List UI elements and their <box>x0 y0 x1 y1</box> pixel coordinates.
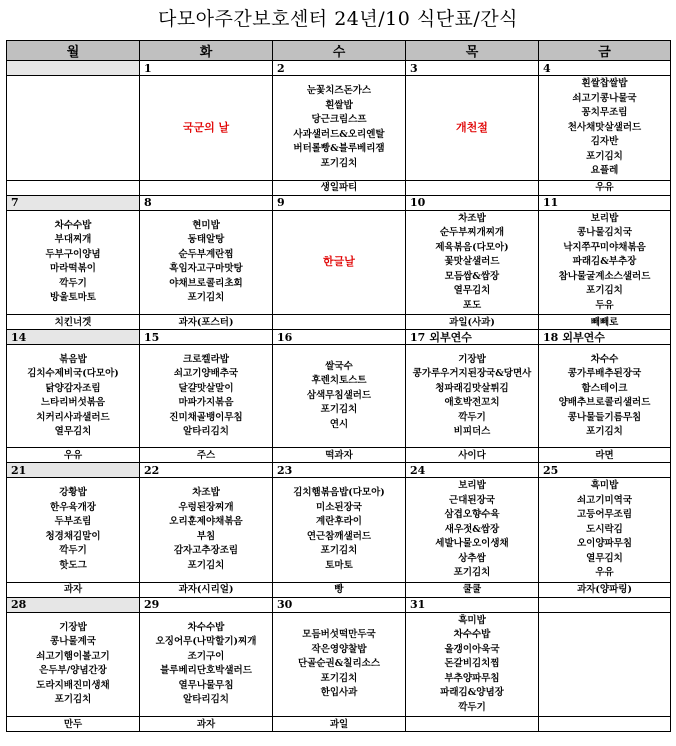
menu-item: 근대된장국 <box>449 494 495 506</box>
menu-item: 포기김치 <box>320 404 358 416</box>
date-cell <box>406 195 539 210</box>
date-number: 29 <box>144 598 160 611</box>
menu-item: 상추쌈 <box>458 552 486 564</box>
snack-cell <box>539 717 671 732</box>
snack-cell: 빼빼로 <box>539 315 671 330</box>
menu-cell <box>7 612 140 717</box>
menu-item: 삼겹오향수육 <box>444 509 500 520</box>
snack-row <box>7 448 671 463</box>
page-title: 다모아주간보호센터 24년/10 식단표/간식 <box>157 8 519 30</box>
snack-row <box>7 180 671 195</box>
meal-calendar-table <box>6 40 671 732</box>
menu-item: 쇠고기콩나물국 <box>572 92 637 104</box>
menu-item: 올갱이아욱국 <box>444 643 500 655</box>
date-number: 24 <box>410 463 426 477</box>
menu-item: 토마토 <box>325 559 353 571</box>
menu-item: 포기김치 <box>586 150 623 162</box>
snack-cell <box>140 180 273 195</box>
menu-item: 후렌치토스트 <box>311 375 367 387</box>
menu-item: 열무나물무침 <box>178 679 234 691</box>
menu-item: 사과샐러드&오리엔탈 <box>293 128 385 140</box>
date-cell <box>140 463 273 478</box>
date-cell <box>273 61 406 76</box>
menu-item: 부대찌개 <box>54 234 92 246</box>
menu-cell <box>273 76 406 181</box>
menu-item: 우렁된장찌개 <box>178 501 234 513</box>
menu-item: 열무김치 <box>54 426 92 437</box>
menu-cell <box>539 612 671 717</box>
menu-item: 쇠고기양배추국 <box>173 368 239 379</box>
menu-cell <box>140 345 273 448</box>
menu-cell <box>140 612 273 717</box>
date-cell <box>406 597 539 612</box>
date-cell <box>539 61 671 76</box>
menu-item: 보리밥 <box>458 480 486 491</box>
date-row <box>7 597 671 612</box>
menu-item: 꽁치무조림 <box>581 107 628 118</box>
menu-item: 파래김&양념장 <box>440 687 504 698</box>
menu-item: 작은영양찰밥 <box>311 643 367 655</box>
menu-item: 눈꽃치즈돈가스 <box>306 85 372 97</box>
date-row <box>7 61 671 76</box>
menu-item: 포기김치 <box>320 545 358 557</box>
menu-item: 블루베리단호박샐러드 <box>160 665 252 677</box>
date-number: 18 <box>543 330 559 344</box>
date-number: 7 <box>11 196 19 209</box>
menu-item: 볶음밥 <box>59 353 87 365</box>
menu-item: 방울토마토 <box>50 292 96 304</box>
menu-item: 핫도그 <box>59 559 87 571</box>
date-number: 17 <box>410 330 426 344</box>
snack-cell: 떡과자 <box>273 448 406 463</box>
menu-item: 한입사과 <box>320 687 358 698</box>
snack-cell: 과자(시리얼) <box>140 582 273 597</box>
date-cell <box>7 195 140 210</box>
menu-item: 두부구이양념 <box>45 248 101 260</box>
menu-item: 콩가루우거지된장국&당면사 <box>412 368 532 379</box>
menu-item: 야채브로콜리초회 <box>169 277 243 289</box>
menu-item: 포기김치 <box>54 694 92 706</box>
menu-item: 포도 <box>462 299 482 311</box>
snack-cell: 과자 <box>140 717 273 732</box>
menu-row <box>7 210 671 315</box>
menu-item: 쌀국수 <box>325 360 353 372</box>
date-number: 1 <box>144 61 152 75</box>
menu-item: 계란후라이 <box>316 516 362 528</box>
date-number: 28 <box>11 598 27 611</box>
menu-cell <box>273 478 406 583</box>
menu-item: 콩가루배추된장국 <box>567 368 642 379</box>
date-cell <box>7 463 140 478</box>
menu-item: 포기김치 <box>320 157 358 169</box>
date-note: 외부연수 <box>429 330 472 344</box>
menu-item: 비피더스 <box>453 426 491 437</box>
date-cell <box>140 195 273 210</box>
menu-item: 포기김치 <box>586 426 623 437</box>
date-cell <box>273 195 406 210</box>
menu-item: 청경채김말이 <box>45 530 101 542</box>
date-number: 3 <box>410 61 418 75</box>
menu-item: 마라떡볶이 <box>50 263 96 275</box>
menu-item: 오이양파무침 <box>576 538 633 549</box>
menu-item: 부추양파무침 <box>444 672 500 684</box>
menu-item: 우유 <box>595 567 614 578</box>
menu-item: 낙지쭈꾸미야채볶음 <box>563 241 646 253</box>
menu-item: 두유 <box>595 299 614 311</box>
date-cell <box>140 597 273 612</box>
weekday-header: 수 <box>273 41 406 61</box>
menu-item: 요플레 <box>590 165 619 176</box>
menu-cell <box>406 210 539 315</box>
menu-item: 진미채골뱅이무침 <box>169 411 243 423</box>
snack-cell: 우유 <box>7 448 140 463</box>
date-note: 외부연수 <box>562 330 605 344</box>
menu-item: 감자고추장조림 <box>173 545 239 557</box>
menu-item: 흰쌀밥 <box>325 99 353 111</box>
menu-item: 흑미밥 <box>590 480 619 491</box>
menu-item: 함스테이크 <box>581 382 628 394</box>
menu-item: 흰쌀찹쌀밥 <box>581 78 628 89</box>
weekday-header: 금 <box>539 41 671 61</box>
snack-cell: 주스 <box>140 448 273 463</box>
date-cell <box>7 597 140 612</box>
date-cell <box>539 330 671 345</box>
holiday-label: 국군의 날 <box>182 120 230 134</box>
holiday-cell <box>140 76 273 181</box>
date-cell <box>539 463 671 478</box>
menu-item: 차수수 <box>590 353 619 365</box>
menu-item: 한우육개장 <box>50 501 96 513</box>
date-number: 21 <box>11 463 27 477</box>
menu-item: 미소된장국 <box>316 501 362 513</box>
menu-item: 당근크림스프 <box>311 114 367 126</box>
menu-item: 쇠고기햄이볼고기 <box>36 650 110 662</box>
menu-item: 천사채맛살샐러드 <box>567 121 642 133</box>
menu-cell <box>7 210 140 315</box>
menu-item: 달걀맛살말이 <box>178 382 234 394</box>
menu-item: 모듬쌈&쌈장 <box>444 270 500 282</box>
menu-cell <box>7 76 140 181</box>
snack-cell <box>406 180 539 195</box>
menu-row <box>7 478 671 583</box>
menu-item: 도라지배진미생채 <box>36 679 110 691</box>
menu-item: 김치수제비국(다모아) <box>27 368 119 379</box>
holiday-cell <box>273 210 406 315</box>
weekday-header-row <box>7 41 671 61</box>
snack-row <box>7 582 671 597</box>
menu-item: 차수수밥 <box>453 629 491 640</box>
menu-cell <box>539 210 671 315</box>
menu-item: 새우젓&쌈장 <box>444 523 500 535</box>
menu-item: 깍두기 <box>458 411 486 423</box>
menu-cell <box>140 478 273 583</box>
date-cell <box>7 330 140 345</box>
holiday-label: 개천절 <box>456 120 488 134</box>
menu-item: 흑임자고구마맛탕 <box>169 263 243 275</box>
menu-item: 도시락김 <box>586 523 623 535</box>
menu-item: 연시 <box>329 418 349 430</box>
menu-item: 차수수밥 <box>54 219 92 231</box>
menu-item: 김자반 <box>590 136 619 147</box>
menu-row <box>7 612 671 717</box>
menu-item: 차수수밥 <box>187 621 225 633</box>
holiday-label: 한글날 <box>323 255 355 268</box>
menu-item: 연근참깨샐러드 <box>306 530 372 542</box>
menu-item: 세발나물오이생채 <box>435 538 509 549</box>
snack-cell: 사이다 <box>406 448 539 463</box>
date-number: 23 <box>277 463 293 477</box>
date-row <box>7 463 671 478</box>
menu-item: 보리밥 <box>590 212 619 224</box>
menu-item: 차조밥 <box>458 212 486 224</box>
menu-item: 느타리버섯볶음 <box>40 397 106 408</box>
snack-cell: 빵 <box>273 582 406 597</box>
menu-item: 조기구이 <box>187 650 225 662</box>
menu-item: 포기김치 <box>187 292 225 304</box>
menu-cell <box>406 612 539 717</box>
menu-item: 크로켈라밥 <box>183 353 229 365</box>
date-cell <box>140 61 273 76</box>
menu-item: 오리훈제야채볶음 <box>169 516 243 528</box>
snack-cell: 만두 <box>7 717 140 732</box>
weekday-header: 화 <box>140 41 273 61</box>
menu-item: 깍두기 <box>458 701 486 713</box>
menu-item: 은두부/양념간장 <box>39 665 107 677</box>
date-number: 14 <box>11 330 27 344</box>
menu-item: 청파래김맛살튀김 <box>435 382 509 394</box>
menu-item: 치커리사과샐러드 <box>36 411 110 423</box>
menu-item: 기장밥 <box>59 621 87 633</box>
menu-item: 순두부계란찜 <box>178 248 234 260</box>
menu-cell <box>539 345 671 448</box>
snack-row <box>7 717 671 732</box>
date-number: 10 <box>410 196 426 209</box>
snack-cell <box>7 180 140 195</box>
menu-item: 순두부찌개찌개 <box>439 227 505 238</box>
snack-cell: 생일파티 <box>273 180 406 195</box>
menu-item: 콩나물계국 <box>50 636 96 648</box>
date-cell <box>273 463 406 478</box>
date-number: 11 <box>543 196 559 209</box>
menu-item: 부침 <box>196 530 216 542</box>
menu-item: 단골순권&칠리소스 <box>298 658 380 669</box>
menu-cell <box>406 345 539 448</box>
menu-item: 김치햄볶음밥(다모아) <box>293 487 385 499</box>
date-cell <box>273 597 406 612</box>
menu-item: 쇠고기미역국 <box>576 494 633 506</box>
date-cell <box>539 195 671 210</box>
menu-item: 삼색무침샐러드 <box>306 389 372 401</box>
snack-cell <box>273 315 406 330</box>
menu-item: 포기김치 <box>586 285 623 296</box>
menu-row <box>7 76 671 181</box>
menu-item: 버터롤빵&블루베리잼 <box>293 143 385 155</box>
menu-item: 열무김치 <box>453 285 491 296</box>
date-cell <box>140 330 273 345</box>
date-number: 31 <box>410 598 426 611</box>
menu-item: 고등어무조림 <box>576 509 633 520</box>
holiday-cell <box>406 76 539 181</box>
menu-item: 돈갈비김치찜 <box>444 658 500 669</box>
date-number: 4 <box>543 61 551 75</box>
snack-cell: 라면 <box>539 448 671 463</box>
menu-item: 동태알탕 <box>187 234 225 246</box>
menu-item: 양배추브로콜리샐러드 <box>558 397 651 408</box>
date-number: 9 <box>277 196 285 209</box>
menu-item: 차조밥 <box>192 487 220 499</box>
menu-cell <box>273 612 406 717</box>
date-number: 22 <box>144 463 160 477</box>
menu-item: 기장밥 <box>458 353 486 365</box>
weekday-header: 목 <box>406 41 539 61</box>
snack-cell: 과일(사과) <box>406 315 539 330</box>
menu-item: 포기김치 <box>453 567 491 578</box>
date-number: 8 <box>144 196 152 209</box>
date-number: 2 <box>277 61 285 75</box>
date-cell <box>406 61 539 76</box>
date-number: 15 <box>144 330 160 344</box>
menu-cell <box>7 478 140 583</box>
menu-cell <box>273 345 406 448</box>
menu-cell <box>539 76 671 181</box>
date-number: 25 <box>543 463 559 477</box>
date-cell <box>539 597 671 612</box>
menu-item: 콩나물들기름무침 <box>567 411 642 423</box>
menu-item: 마파가지볶음 <box>178 397 234 408</box>
menu-item: 흑미밥 <box>458 614 486 626</box>
date-cell <box>406 463 539 478</box>
date-row <box>7 330 671 345</box>
menu-item: 알타리김치 <box>183 694 229 706</box>
menu-item: 오징어무(나막할기)찌개 <box>155 636 257 648</box>
snack-row <box>7 315 671 330</box>
snack-cell: 과일 <box>273 717 406 732</box>
snack-cell: 과자(포스터) <box>140 315 273 330</box>
menu-item: 모듬버섯떡만두국 <box>302 629 376 640</box>
snack-cell: 치킨너겟 <box>7 315 140 330</box>
snack-cell: 우유 <box>539 180 671 195</box>
menu-item: 참나물굴계소스샐러드 <box>558 270 651 282</box>
menu-item: 깍두기 <box>59 545 87 557</box>
date-number: 16 <box>277 330 293 344</box>
menu-item: 꽃맛살샐러드 <box>444 256 500 267</box>
menu-item: 깍두기 <box>59 277 87 289</box>
menu-item: 두부조림 <box>54 516 92 528</box>
date-cell <box>273 330 406 345</box>
snack-cell: 쿨쿨 <box>406 582 539 597</box>
menu-item: 알타리김치 <box>183 426 229 437</box>
menu-cell <box>140 210 273 315</box>
menu-item: 포기김치 <box>187 559 225 571</box>
menu-item: 열무김치 <box>586 552 623 564</box>
menu-cell <box>539 478 671 583</box>
weekday-header: 월 <box>7 41 140 61</box>
snack-cell: 과자 <box>7 582 140 597</box>
menu-item: 현미밥 <box>192 219 220 231</box>
date-row <box>7 195 671 210</box>
menu-item: 제육볶음(다모아) <box>435 241 509 253</box>
date-cell <box>406 330 539 345</box>
menu-cell <box>406 478 539 583</box>
date-cell <box>7 61 140 76</box>
menu-item: 애호박전꼬치 <box>444 397 500 408</box>
date-number: 30 <box>277 598 293 611</box>
snack-cell: 과자(양파링) <box>539 582 671 597</box>
snack-cell <box>406 717 539 732</box>
menu-item: 강황밥 <box>59 487 87 499</box>
menu-item: 닭양감자조림 <box>45 382 101 394</box>
menu-cell <box>7 345 140 448</box>
menu-item: 파래김&부추장 <box>572 256 637 267</box>
menu-row <box>7 345 671 448</box>
menu-item: 콩나물김치국 <box>576 227 633 238</box>
menu-item: 포기김치 <box>320 672 358 684</box>
